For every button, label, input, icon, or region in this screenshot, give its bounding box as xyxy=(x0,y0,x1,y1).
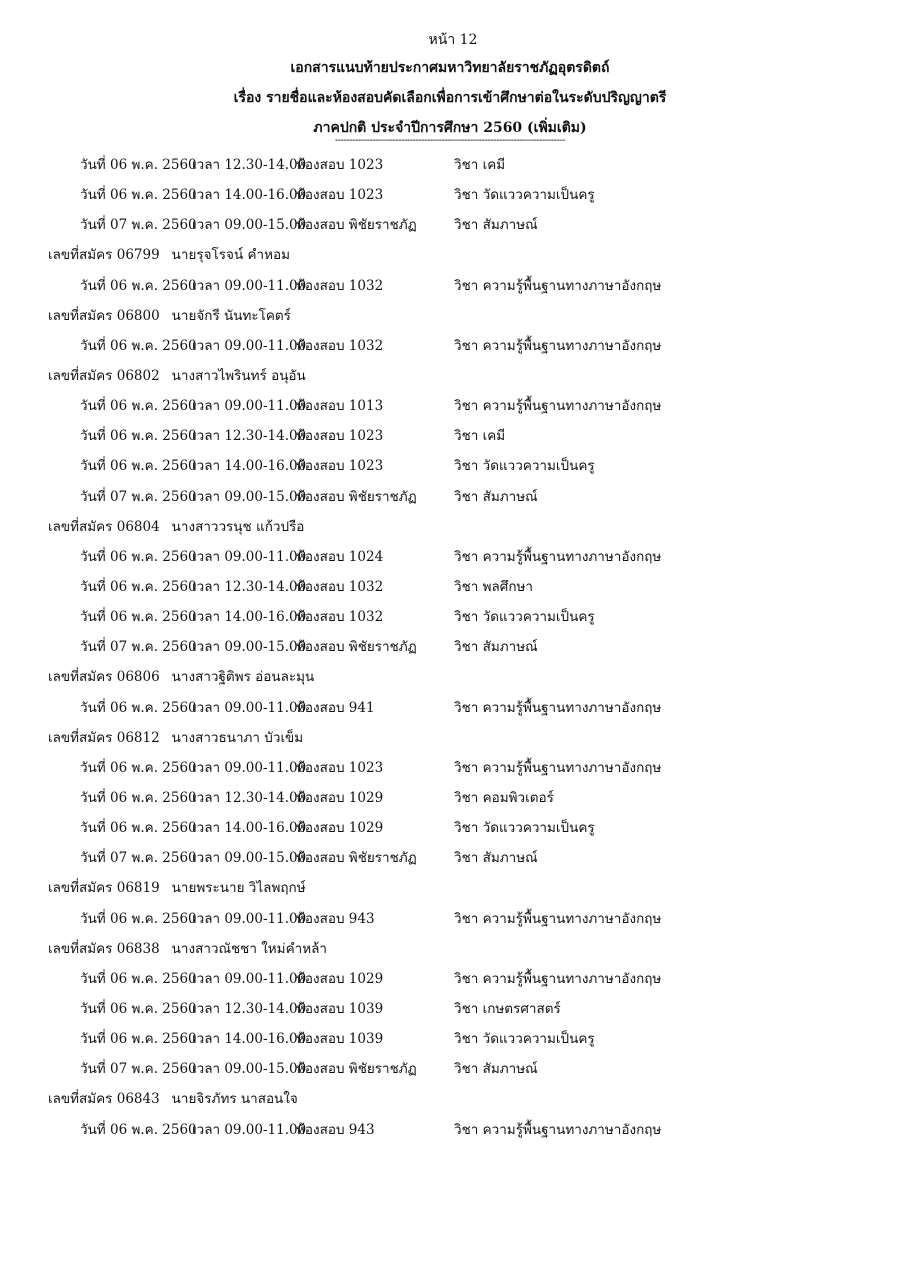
exam-subject: วิชา วัดแววความเป็นครู xyxy=(454,458,595,475)
exam-room: ห้องสอบ 941 xyxy=(296,699,375,716)
header-divider: -------------------------------------------------------------------------------- xyxy=(334,135,566,146)
exam-subject: วิชา คอมพิวเตอร์ xyxy=(454,789,554,806)
exam-session-row xyxy=(0,1054,900,1084)
exam-session-row xyxy=(0,331,900,361)
exam-date: วันที่ 06 พ.ค. 2560 xyxy=(80,458,197,475)
exam-date: วันที่ 06 พ.ค. 2560 xyxy=(80,548,197,565)
applicant-heading xyxy=(48,934,327,964)
exam-time: เวลา 09.00-11.00 xyxy=(192,1121,307,1138)
exam-time: เวลา 09.00-15.00 xyxy=(192,850,307,867)
exam-schedule-list xyxy=(0,150,900,1145)
exam-subject: วิชา วัดแววความเป็นครู xyxy=(454,187,595,204)
applicant-name: นางสาวณัชชา ใหม่คำหล้า xyxy=(171,940,327,957)
applicant-name: นางสาวไพรินทร์ อนุอัน xyxy=(171,367,306,384)
exam-date: วันที่ 07 พ.ค. 2560 xyxy=(80,850,197,867)
exam-time: เวลา 09.00-15.00 xyxy=(192,217,307,234)
applicant-row xyxy=(0,723,900,753)
exam-session-row xyxy=(0,391,900,421)
exam-subject: วิชา ความรู้พื้นฐานทางภาษาอังกฤษ xyxy=(454,548,662,565)
applicant-id: เลขที่สมัคร 06799 xyxy=(48,247,160,264)
exam-time: เวลา 12.30-14.00 xyxy=(192,789,307,806)
document-term: ภาคปกติ ประจำปีการศึกษา 2560 (เพิ่มเติม) xyxy=(313,120,587,136)
applicant-id: เลขที่สมัคร 06812 xyxy=(48,729,160,746)
applicant-id: เลขที่สมัคร 06802 xyxy=(48,367,160,384)
exam-date: วันที่ 06 พ.ค. 2560 xyxy=(80,820,197,837)
applicant-id: เลขที่สมัคร 06843 xyxy=(48,1091,160,1108)
exam-room: ห้องสอบ พิชัยราชภัฏ xyxy=(296,1061,417,1078)
exam-subject: วิชา สัมภาษณ์ xyxy=(454,850,538,867)
applicant-row xyxy=(0,240,900,270)
applicant-heading xyxy=(48,1084,298,1114)
exam-session-row xyxy=(0,150,900,180)
applicant-id: เลขที่สมัคร 06819 xyxy=(48,880,160,897)
applicant-heading xyxy=(48,240,290,270)
exam-time: เวลา 14.00-16.00 xyxy=(192,820,307,837)
exam-room: ห้องสอบ 1024 xyxy=(296,548,384,565)
exam-date: วันที่ 06 พ.ค. 2560 xyxy=(80,970,197,987)
applicant-heading xyxy=(48,662,314,692)
exam-room: ห้องสอบ 1023 xyxy=(296,428,384,445)
applicant-id: เลขที่สมัคร 06800 xyxy=(48,307,160,324)
applicant-id: เลขที่สมัคร 06806 xyxy=(48,669,160,686)
exam-date: วันที่ 07 พ.ค. 2560 xyxy=(80,488,197,505)
exam-room: ห้องสอบ 943 xyxy=(296,1121,375,1138)
applicant-row xyxy=(0,1084,900,1114)
exam-room: ห้องสอบ 1039 xyxy=(296,1031,384,1048)
exam-time: เวลา 14.00-16.00 xyxy=(192,187,307,204)
exam-session-row xyxy=(0,180,900,210)
exam-time: เวลา 14.00-16.00 xyxy=(192,1031,307,1048)
applicant-row xyxy=(0,512,900,542)
exam-subject: วิชา เคมี xyxy=(454,157,506,173)
exam-room: ห้องสอบ 1039 xyxy=(296,1000,384,1017)
exam-room: ห้องสอบ 1032 xyxy=(296,337,384,354)
applicant-row xyxy=(0,934,900,964)
exam-subject: วิชา วัดแววความเป็นครู xyxy=(454,820,595,837)
applicant-row xyxy=(0,301,900,331)
applicant-name: นางสาววรนุช แก้วปรือ xyxy=(171,518,305,535)
exam-date: วันที่ 06 พ.ค. 2560 xyxy=(80,759,197,776)
applicant-heading xyxy=(48,723,303,753)
applicant-heading xyxy=(48,512,304,542)
exam-subject: วิชา สัมภาษณ์ xyxy=(454,488,538,505)
exam-date: วันที่ 06 พ.ค. 2560 xyxy=(80,1121,197,1138)
exam-time: เวลา 09.00-11.00 xyxy=(192,398,307,415)
exam-subject: วิชา สัมภาษณ์ xyxy=(454,1061,538,1078)
applicant-id: เลขที่สมัคร 06804 xyxy=(48,518,160,535)
exam-time: เวลา 09.00-11.00 xyxy=(192,337,307,354)
exam-room: ห้องสอบ 1032 xyxy=(296,277,384,294)
exam-date: วันที่ 06 พ.ค. 2560 xyxy=(80,578,197,595)
applicant-name: นายจักรี นันทะโคตร์ xyxy=(171,307,291,324)
exam-session-row xyxy=(0,210,900,240)
exam-date: วันที่ 06 พ.ค. 2560 xyxy=(80,428,197,445)
exam-subject: วิชา เคมี xyxy=(454,428,506,445)
exam-time: เวลา 12.30-14.00 xyxy=(192,157,307,173)
page-number: หน้า 12 xyxy=(428,32,478,48)
exam-room: ห้องสอบ 1029 xyxy=(296,789,384,806)
exam-time: เวลา 09.00-15.00 xyxy=(192,639,307,656)
exam-date: วันที่ 06 พ.ค. 2560 xyxy=(80,1000,197,1017)
exam-session-row xyxy=(0,572,900,602)
exam-date: วันที่ 06 พ.ค. 2560 xyxy=(80,910,197,927)
exam-date: วันที่ 06 พ.ค. 2560 xyxy=(80,789,197,806)
exam-date: วันที่ 06 พ.ค. 2560 xyxy=(80,157,197,173)
exam-subject: วิชา วัดแววความเป็นครู xyxy=(454,1031,595,1048)
exam-time: เวลา 09.00-11.00 xyxy=(192,970,307,987)
exam-date: วันที่ 07 พ.ค. 2560 xyxy=(80,1061,197,1078)
exam-room: ห้องสอบ 1032 xyxy=(296,609,384,626)
exam-session-row xyxy=(0,693,900,723)
exam-subject: วิชา ความรู้พื้นฐานทางภาษาอังกฤษ xyxy=(454,699,662,716)
exam-session-row xyxy=(0,843,900,873)
exam-time: เวลา 09.00-11.00 xyxy=(192,548,307,565)
exam-room: ห้องสอบ 1023 xyxy=(296,759,384,776)
exam-time: เวลา 12.30-14.00 xyxy=(192,428,307,445)
exam-subject: วิชา เกษตรศาสตร์ xyxy=(454,1000,561,1017)
exam-time: เวลา 12.30-14.00 xyxy=(192,1000,307,1017)
exam-room: ห้องสอบ พิชัยราชภัฏ xyxy=(296,850,417,867)
exam-date: วันที่ 06 พ.ค. 2560 xyxy=(80,398,197,415)
exam-room: ห้องสอบ 1023 xyxy=(296,157,384,173)
exam-room: ห้องสอบ 1023 xyxy=(296,187,384,204)
exam-room: ห้องสอบ 1023 xyxy=(296,458,384,475)
exam-subject: วิชา สัมภาษณ์ xyxy=(454,639,538,656)
exam-time: เวลา 09.00-11.00 xyxy=(192,759,307,776)
exam-session-row xyxy=(0,1024,900,1054)
document-subtitle: เรื่อง รายชื่อและห้องสอบคัดเลือกเพื่อการเข้าศึกษาต่อในระดับปริญญาตรี xyxy=(233,90,667,106)
exam-subject: วิชา ความรู้พื้นฐานทางภาษาอังกฤษ xyxy=(454,910,662,927)
applicant-name: นายรุจโรจน์ คำหอม xyxy=(171,247,291,264)
document-header xyxy=(0,28,900,146)
exam-room: ห้องสอบ พิชัยราชภัฏ xyxy=(296,488,417,505)
exam-room: ห้องสอบ พิชัยราชภัฏ xyxy=(296,217,417,234)
exam-subject: วิชา สัมภาษณ์ xyxy=(454,217,538,234)
applicant-name: นายพระนาย วิไลพฤกษ์ xyxy=(171,880,306,897)
applicant-name: นางสาวธนาภา บัวเข็ม xyxy=(171,729,304,746)
applicant-id: เลขที่สมัคร 06838 xyxy=(48,940,160,957)
exam-session-row xyxy=(0,271,900,301)
exam-session-row xyxy=(0,421,900,451)
exam-date: วันที่ 06 พ.ค. 2560 xyxy=(80,609,197,626)
exam-subject: วิชา วัดแววความเป็นครู xyxy=(454,609,595,626)
exam-time: เวลา 09.00-11.00 xyxy=(192,277,307,294)
exam-date: วันที่ 06 พ.ค. 2560 xyxy=(80,699,197,716)
exam-subject: วิชา ความรู้พื้นฐานทางภาษาอังกฤษ xyxy=(454,970,662,987)
exam-session-row xyxy=(0,482,900,512)
exam-time: เวลา 12.30-14.00 xyxy=(192,578,307,595)
exam-subject: วิชา ความรู้พื้นฐานทางภาษาอังกฤษ xyxy=(454,277,662,294)
applicant-row xyxy=(0,361,900,391)
exam-subject: วิชา ความรู้พื้นฐานทางภาษาอังกฤษ xyxy=(454,398,662,415)
exam-date: วันที่ 06 พ.ค. 2560 xyxy=(80,1031,197,1048)
exam-session-row xyxy=(0,602,900,632)
applicant-name: นางสาวฐิติพร อ่อนละมุน xyxy=(171,669,315,686)
exam-time: เวลา 14.00-16.00 xyxy=(192,458,307,475)
exam-time: เวลา 09.00-11.00 xyxy=(192,910,307,927)
exam-subject: วิชา ความรู้พื้นฐานทางภาษาอังกฤษ xyxy=(454,337,662,354)
applicant-row xyxy=(0,873,900,903)
exam-room: ห้องสอบ 943 xyxy=(296,910,375,927)
exam-subject: วิชา ความรู้พื้นฐานทางภาษาอังกฤษ xyxy=(454,1121,662,1138)
exam-session-row xyxy=(0,753,900,783)
exam-session-row xyxy=(0,904,900,934)
exam-subject: วิชา ความรู้พื้นฐานทางภาษาอังกฤษ xyxy=(454,759,662,776)
document-title: เอกสารแนบท้ายประกาศมหาวิทยาลัยราชภัฏอุตรดิตถ์ xyxy=(290,60,610,76)
exam-session-row xyxy=(0,632,900,662)
exam-session-row xyxy=(0,813,900,843)
exam-session-row xyxy=(0,542,900,572)
exam-room: ห้องสอบ 1013 xyxy=(296,398,384,415)
exam-session-row xyxy=(0,964,900,994)
exam-subject: วิชา พลศึกษา xyxy=(454,578,534,595)
applicant-heading xyxy=(48,301,291,331)
applicant-heading xyxy=(48,873,306,903)
exam-room: ห้องสอบ 1029 xyxy=(296,970,384,987)
exam-date: วันที่ 06 พ.ค. 2560 xyxy=(80,337,197,354)
exam-session-row xyxy=(0,783,900,813)
exam-date: วันที่ 06 พ.ค. 2560 xyxy=(80,277,197,294)
exam-date: วันที่ 07 พ.ค. 2560 xyxy=(80,639,197,656)
exam-time: เวลา 09.00-15.00 xyxy=(192,1061,307,1078)
exam-session-row xyxy=(0,1115,900,1145)
exam-time: เวลา 09.00-15.00 xyxy=(192,488,307,505)
exam-room: ห้องสอบ 1029 xyxy=(296,820,384,837)
exam-time: เวลา 14.00-16.00 xyxy=(192,609,307,626)
exam-date: วันที่ 06 พ.ค. 2560 xyxy=(80,187,197,204)
applicant-row xyxy=(0,662,900,692)
exam-session-row xyxy=(0,994,900,1024)
applicant-name: นายจิรภัทร นาสอนใจ xyxy=(171,1091,298,1108)
exam-date: วันที่ 07 พ.ค. 2560 xyxy=(80,217,197,234)
exam-time: เวลา 09.00-11.00 xyxy=(192,699,307,716)
exam-room: ห้องสอบ พิชัยราชภัฏ xyxy=(296,639,417,656)
exam-session-row xyxy=(0,451,900,481)
applicant-heading xyxy=(48,361,306,391)
exam-room: ห้องสอบ 1032 xyxy=(296,578,384,595)
